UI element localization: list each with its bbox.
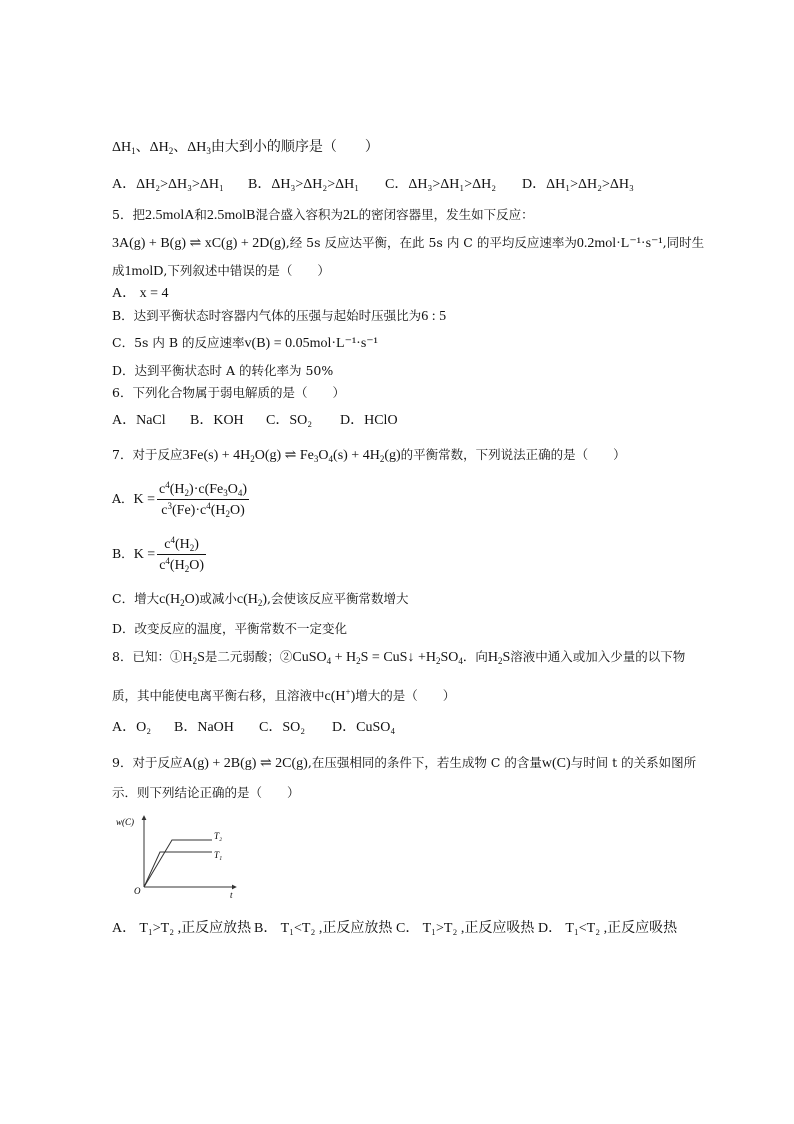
q7-a-fraction: $\frac{c^4(H_2)\cdot c(Fe_3O_4)}{c^3(Fe)\cdot c^4(H_2O)}$ bbox=[159, 480, 248, 519]
q5-option-d: D．达到平衡状态时 A 的转化率为 50% bbox=[112, 363, 334, 378]
q8-stem: 8．已知：$①H_2S$是二元弱酸；②CuSO$_4$ + $H_2S$ = CuS↓ $+H_2SO_4$．向$H_2S$溶液中通入或加入少量的以下物 bbox=[112, 649, 686, 666]
q8-option-d: D．CuSO₄ bbox=[332, 720, 396, 735]
q7-option-d: D．改变反应的温度，平衡常数不一定变化 bbox=[112, 621, 348, 636]
q9-option-b: B． T₁<T₂ ,正反应放热 bbox=[254, 921, 393, 936]
q7-option-c: C．增大$c(H_2O)$或减小$c(H_2)$,会使该反应平衡常数增大 bbox=[112, 591, 409, 608]
q5-stem: 5．把2.5molA和2.5molB混合盛入容积为2L的密闭容器里，发生如下反应： bbox=[112, 207, 534, 223]
q7-b-fraction: $\frac{c^4(H_2)}{c^4(H_2O)}$ bbox=[159, 535, 204, 574]
q6-option-a: A．NaCl bbox=[112, 413, 166, 428]
q8-option-c: C．SO₂ bbox=[259, 720, 306, 735]
q9-option-d: D． T₁<T₂ ,正反应吸热 bbox=[538, 921, 678, 936]
q9-graph bbox=[112, 810, 242, 900]
q9-curve-t2-label: T₂ bbox=[214, 831, 223, 841]
q4-stem-tail: $\Delta H_1$、$\Delta H_2$、$\Delta H_3$由大到小的顺序是（ ） bbox=[112, 140, 379, 156]
q7-option-b: B．K = $\frac{c^4(H_2)}{c^4(H_2O)}$ bbox=[112, 535, 204, 574]
q9-y-label: w(C) bbox=[116, 817, 134, 827]
q9-x-label: t bbox=[230, 890, 233, 900]
q6-option-d: D．HClO bbox=[340, 413, 398, 428]
q8-stem-line2: 质，其中能使电离平衡右移，且溶液中c(H+)增大的是（ ） bbox=[112, 687, 456, 704]
q4-option-a: A．ΔH₂>ΔH₃>ΔH₁ bbox=[112, 177, 224, 192]
q5-option-a: A． x = 4 bbox=[112, 286, 169, 301]
q9-stem: 9．对于反应A(g) + 2B(g) ⇌ 2C(g),在压强相同的条件下，若生成物 C 的含量w(C)与时间 t 的关系如图所 bbox=[112, 755, 697, 771]
q5-stem-line3: 成1molD,下列叙述中错误的是（ ） bbox=[112, 263, 330, 279]
q9-origin-label: O bbox=[134, 886, 141, 896]
q7-stem: 7．对于反应$3Fe(s) + 4H_2O(g)$ ⇌ $Fe_3O_4(s) + 4H_2(g)$的平衡常数，下列说法正确的是（ ） bbox=[112, 447, 626, 464]
q5-equation-line: 3A(g) + B(g) ⇌ xC(g) + 2D(g),经 5s 反应达平衡，在此 5s 内 C 的平均反应速率为0.2mol·L⁻¹·s⁻¹,同时生 bbox=[112, 235, 705, 251]
q5-option-b: B．达到平衡状态时容器内气体的压强与起始时压强比为6 : 5 bbox=[112, 308, 447, 324]
q9-curve-t1-label: T₁ bbox=[214, 850, 223, 860]
q6-stem: 6．下列化合物属于弱电解质的是（ ） bbox=[112, 385, 345, 400]
q4-option-b: B．ΔH₃>ΔH₂>ΔH₁ bbox=[248, 177, 360, 192]
q4-option-c: C．ΔH₃>ΔH₁>ΔH₂ bbox=[385, 177, 497, 192]
q9-stem-line2: 示．则下列结论正确的是（ ） bbox=[112, 785, 300, 800]
q7-option-a: A．K = $\frac{c^4(H_2)\cdot c(Fe_3O_4)}{c^3(Fe)\cdot c^4(H_2O)}$ bbox=[112, 480, 248, 519]
q9-option-a: A． T₁>T₂ ,正反应放热 bbox=[112, 921, 252, 936]
q6-option-c: C．SO₂ bbox=[266, 413, 313, 428]
q4-option-d: D．ΔH₁>ΔH₂>ΔH₃ bbox=[522, 177, 634, 192]
q5-option-c: C．5s 内 B 的反应速率v(B) = 0.05mol·L⁻¹·s⁻¹ bbox=[112, 335, 378, 351]
q8-option-b: B．NaOH bbox=[174, 720, 234, 735]
q8-option-a: A．O₂ bbox=[112, 720, 152, 735]
q6-option-b: B．KOH bbox=[190, 413, 244, 428]
q9-option-c: C． T₁>T₂ ,正反应吸热 bbox=[396, 921, 535, 936]
